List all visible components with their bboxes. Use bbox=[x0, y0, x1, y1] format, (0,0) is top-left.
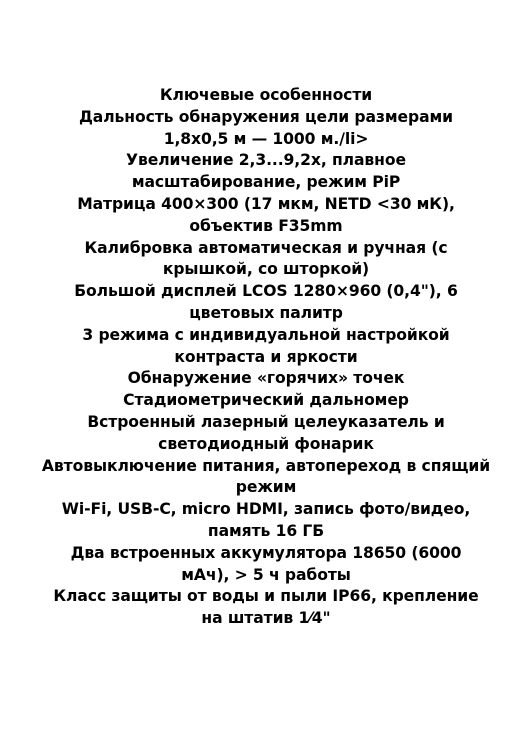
text-line: мАч), > 5 ч работы bbox=[181, 565, 351, 584]
text-line: на штатив 1⁄4" bbox=[201, 609, 331, 628]
heading-key-features: Ключевые особенности bbox=[159, 86, 373, 104]
text-line: Автовыключение питания, автопереход в спящий bbox=[41, 456, 491, 475]
text-line: Калибровка автоматическая и ручная (с bbox=[84, 238, 448, 257]
text-line: светодиодный фонарик bbox=[158, 434, 374, 453]
text-line: 1,8x0,5 м — 1000 м./li> bbox=[163, 129, 369, 148]
text-line: Стадиометрический дальномер bbox=[123, 391, 409, 410]
text-line: крышкой, со шторкой) bbox=[162, 260, 370, 279]
text-line: цветовых палитр bbox=[189, 303, 343, 322]
text-line: Большой дисплей LCOS 1280×960 (0,4"), 6 bbox=[74, 282, 458, 301]
text-line: масштабирование, режим PiP bbox=[131, 173, 401, 192]
text-line: контраста и яркости bbox=[174, 347, 358, 366]
features-text-block bbox=[18, 85, 514, 630]
text-line: режим bbox=[235, 478, 297, 497]
text-line: Wi-Fi, USB-C, micro HDMI, запись фото/видео, bbox=[61, 500, 471, 519]
text-line: Дальность обнаружения цели размерами bbox=[79, 107, 453, 126]
text-line: Два встроенных аккумулятора 18650 (6000 bbox=[70, 543, 462, 562]
text-line: память 16 ГБ bbox=[207, 521, 325, 540]
text-line: объектив F35mm bbox=[189, 216, 343, 235]
text-line: 3 режима с индивидуальной настройкой bbox=[82, 325, 450, 344]
text-line: Матрица 400×300 (17 мкм, NETD <30 мК), bbox=[77, 194, 455, 213]
text-line: Обнаружение «горячих» точек bbox=[127, 369, 405, 388]
text-line: Встроенный лазерный целеуказатель и bbox=[87, 412, 445, 431]
text-line: Увеличение 2,3...9,2x, плавное bbox=[126, 151, 406, 170]
text-line: Класс защиты от воды и пыли IP66, крепление bbox=[53, 587, 479, 606]
